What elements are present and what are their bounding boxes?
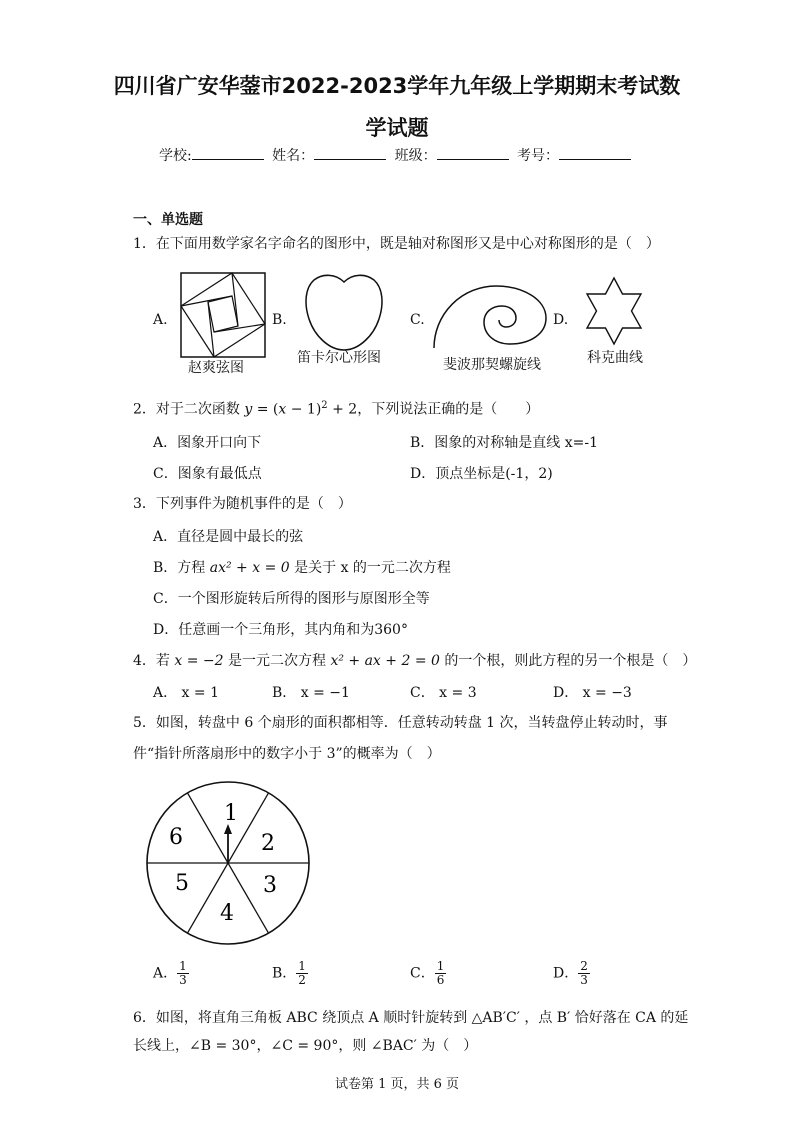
q3-option-b-post: 是关于 x 的一元二次方程 — [289, 560, 451, 576]
q5-option-d — [553, 960, 590, 987]
question-number: 5． — [133, 715, 156, 731]
page-title-line1: 四川省广安华蓥市2022-2023学年九年级上学期期末考试数 — [113, 74, 681, 98]
q4-stem-mid: 是一元二次方程 — [228, 653, 326, 669]
q1-option-c-label: C. — [410, 312, 425, 328]
question-number: 2． — [133, 401, 156, 418]
numerator: 1 — [436, 959, 445, 973]
q3-option-a: A．直径是圆中最长的弦 — [153, 529, 304, 545]
q2-option-a: A．图象开口向下 — [153, 435, 262, 451]
question-stem-post: ，下列说法正确的是（ ） — [357, 401, 540, 418]
sector-3: 3 — [263, 873, 277, 898]
q3-option-c: C．一个图形旋转后所得的图形与原图形全等 — [153, 591, 430, 607]
question-3 — [133, 494, 352, 514]
numerator: 1 — [179, 959, 187, 973]
class-blank[interactable] — [437, 145, 509, 160]
fraction — [435, 960, 447, 987]
section-title: 一、单选题 — [133, 212, 203, 228]
formula-exponent: 2 — [321, 400, 328, 411]
q4-formula-1: x = −2 — [169, 653, 228, 669]
q1-option-b-label: B. — [272, 312, 287, 328]
student-info-row — [0, 145, 794, 165]
q4-stem-post: 的一个根，则此方程的另一个根是（ ） — [444, 653, 697, 669]
formula-end: + 2 — [327, 401, 358, 418]
denominator: 2 — [298, 973, 306, 987]
question-stem-pre: 对于二次函数 — [155, 401, 240, 418]
q2-option-c: C．图象有最低点 — [153, 466, 262, 482]
q1-option-a-label: A. — [153, 312, 168, 328]
question-number: 3． — [133, 496, 156, 512]
q4-option-a: A． x = 1 — [153, 685, 219, 701]
denominator: 3 — [580, 973, 588, 987]
question-number: 6． — [133, 1010, 156, 1026]
school-blank[interactable] — [192, 145, 264, 160]
fraction — [296, 960, 308, 987]
denominator: 3 — [179, 973, 187, 987]
q1-caption-d: 科克曲线 — [587, 350, 643, 366]
zhao-shuang-figure — [180, 272, 266, 358]
fraction — [177, 960, 189, 987]
fraction — [578, 960, 590, 987]
q2-option-b: B．图象的对称轴是直线 x=-1 — [410, 435, 599, 451]
numerator: 2 — [580, 959, 588, 973]
q5-option-a-label: A． — [153, 965, 178, 982]
q1-option-d-label: D. — [553, 312, 569, 328]
spinner-figure — [145, 780, 311, 946]
denominator: 6 — [436, 973, 445, 987]
question-number: 4． — [133, 653, 156, 669]
cardioid-figure — [303, 272, 385, 352]
formula-mid: − 1) — [286, 401, 322, 418]
q5-option-a — [153, 960, 189, 987]
formula-y: y — [244, 401, 253, 418]
q4-option-b: B． x = −1 — [272, 685, 350, 701]
koch-curve-figure — [581, 276, 647, 346]
name-label: 姓名： — [272, 148, 315, 164]
q5-option-c-label: C． — [410, 965, 435, 982]
sector-1: 1 — [224, 801, 238, 826]
q2-option-d: D．顶点坐标是(-1，2) — [410, 466, 553, 482]
formula-x: x — [278, 401, 287, 418]
sector-2: 2 — [261, 831, 275, 856]
question-number: 1． — [133, 236, 156, 252]
q1-caption-b: 笛卡尔心形图 — [297, 350, 381, 366]
school-label: 学校: — [158, 148, 192, 164]
q3-option-b-pre: B．方程 — [153, 560, 210, 576]
q5-stem-line1: 如图，转盘中 6 个扇形的面积都相等．任意转动转盘 1 次，当转盘停止转动时，事 — [155, 715, 668, 731]
q1-caption-c: 斐波那契螺旋线 — [443, 357, 541, 373]
q3-option-b — [153, 557, 451, 577]
q6-stem-line2: 长线上，∠B = 30°，∠C = 90°，则 ∠BAC′ 为（ ） — [133, 1038, 478, 1054]
q5-stem-line2: 件“指针所落扇形中的数字小于 3”的概率为（ ） — [133, 746, 441, 762]
fibonacci-spiral-figure — [432, 276, 552, 352]
id-blank[interactable] — [559, 145, 631, 160]
q5-option-b-label: B． — [272, 965, 297, 982]
question-4 — [133, 651, 696, 671]
class-label: 班级： — [394, 148, 437, 164]
sector-5: 5 — [175, 871, 189, 896]
page-title-line2: 学试题 — [365, 116, 429, 140]
page-footer: 试卷第 1 页，共 6 页 — [334, 1077, 460, 1092]
question-5 — [133, 713, 668, 733]
sector-6: 6 — [169, 825, 183, 850]
q4-stem-pre: 若 — [155, 653, 170, 669]
formula-eq: = ( — [252, 401, 279, 418]
question-stem: 下列事件为随机事件的是（ ） — [155, 496, 352, 512]
q5-option-d-label: D． — [553, 965, 579, 982]
sector-4: 4 — [220, 901, 234, 926]
q4-option-d: D． x = −3 — [553, 685, 632, 701]
q3-option-d: D．任意画一个三角形，其内角和为360° — [153, 622, 408, 638]
q1-caption-a: 赵爽弦图 — [188, 360, 244, 376]
question-stem: 在下面用数学家名字命名的图形中，既是轴对称图形又是中心对称图形的是（ ） — [155, 236, 660, 252]
name-blank[interactable] — [314, 145, 386, 160]
question-6 — [133, 1008, 688, 1028]
numerator: 1 — [298, 959, 306, 973]
q4-formula-2: x² + ax + 2 = 0 — [326, 653, 445, 669]
q4-option-c: C． x = 3 — [410, 685, 477, 701]
question-1 — [133, 234, 660, 254]
question-2 — [133, 396, 539, 420]
q3-option-b-formula: ax² + x = 0 — [209, 560, 290, 576]
q5-option-b — [272, 960, 308, 987]
q5-option-c — [410, 960, 446, 987]
id-label: 考号： — [517, 148, 560, 164]
q6-stem-line1: 如图，将直角三角板 ABC 绕顶点 A 顺时针旋转到 △AB′C′ ，点 B′ 恰好落在 CA 的延 — [155, 1010, 689, 1026]
